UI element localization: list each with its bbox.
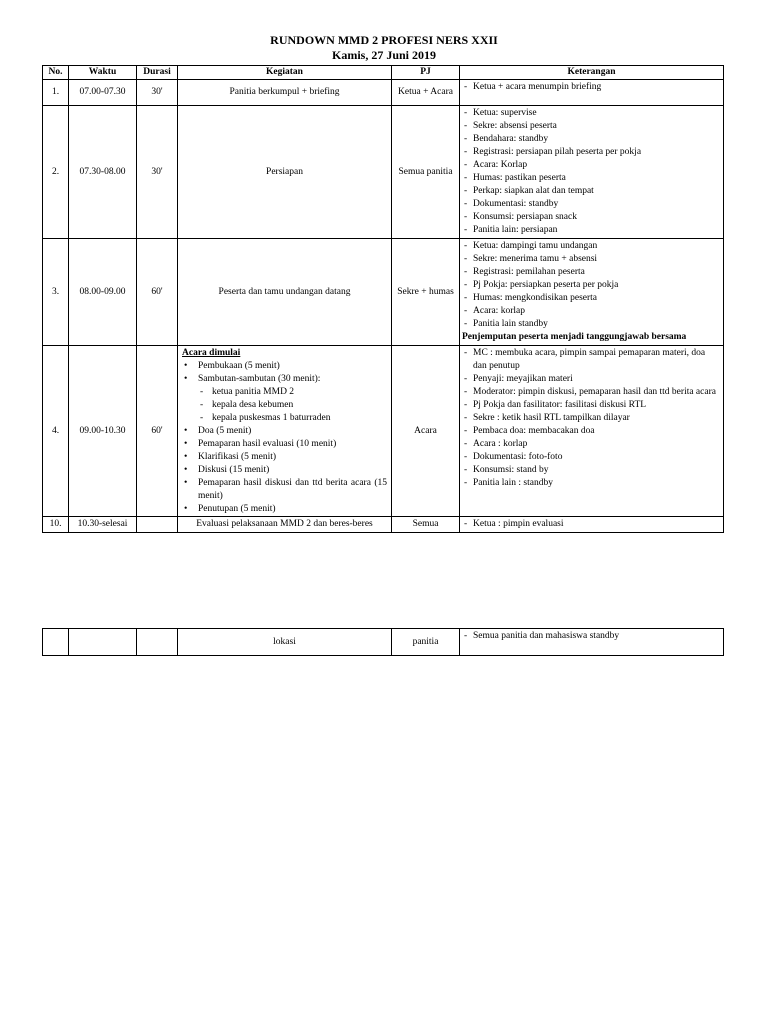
keterangan-list (462, 630, 720, 643)
list-item: • Pemaparan hasil evaluasi (10 menit) (180, 438, 387, 451)
continuation-table (42, 628, 724, 656)
cell-no: 3. (43, 239, 69, 346)
keterangan-list (462, 347, 720, 490)
cell-no: 1. (43, 80, 69, 106)
cell-pj: Semua (392, 517, 460, 533)
responsibility-note: Penjemputan peserta menjadi tanggungjawab bersama (462, 332, 687, 342)
table-header-row (43, 66, 724, 80)
cell-pj: panitia (392, 629, 460, 656)
list-item: - Panitia lain: persiapan (462, 224, 720, 237)
list-item: - Konsumsi: stand by (462, 464, 720, 477)
list-item: - Sekre : ketik hasil RTL tampilkan dilayar (462, 412, 720, 425)
list-item: - Bendahara: standby (462, 133, 720, 146)
cell-no: 4. (43, 346, 69, 517)
document-date: Kamis, 27 Juni 2019 (331, 48, 436, 62)
list-item: - Ketua: dampingi tamu undangan (462, 240, 720, 253)
table-row (43, 346, 724, 517)
list-item: - Perkap: siapkan alat dan tempat (462, 185, 720, 198)
table-row (43, 517, 724, 533)
cell-pj: Acara (392, 346, 460, 517)
list-item: • Doa (5 menit) (180, 425, 387, 438)
list-item: - Moderator: pimpin diskusi, pemaparan hasil dan ttd berita acara (462, 386, 720, 399)
cell-no: 2. (43, 106, 69, 239)
table-row (43, 80, 724, 106)
cell-keterangan (460, 80, 724, 106)
list-item: - Ketua + acara menumpin briefing (462, 81, 720, 94)
cell-durasi (137, 629, 178, 656)
keterangan-list (462, 240, 720, 331)
list-item: - Registrasi: pemilahan peserta (462, 266, 720, 279)
cell-keterangan (460, 346, 724, 517)
cell-pj: Sekre + humas (392, 239, 460, 346)
cell-keterangan (460, 239, 724, 346)
header-durasi: Durasi (137, 66, 178, 80)
list-item: • Klarifikasi (5 menit) (180, 451, 387, 464)
cell-waktu: 07.30-08.00 (69, 106, 137, 239)
header-pj: PJ (392, 66, 460, 80)
cell-no: 10. (43, 517, 69, 533)
table-row (43, 239, 724, 346)
kegiatan-list (180, 360, 387, 516)
list-item: • Pembukaan (5 menit) (180, 360, 387, 373)
header-keterangan: Keterangan (460, 66, 724, 80)
list-item: - Humas: mengkondisikan peserta (462, 292, 720, 305)
document-title: RUNDOWN MMD 2 PROFESI NERS XXII (270, 33, 498, 47)
list-item: - Dokumentasi: foto-foto (462, 451, 720, 464)
cell-pj: Ketua + Acara (392, 80, 460, 106)
cell-kegiatan: lokasi (178, 629, 392, 656)
list-item: - Ketua: supervise (462, 107, 720, 120)
list-item: • Pemaparan hasil diskusi dan ttd berita acara (15 menit) (180, 477, 387, 503)
header-kegiatan: Kegiatan (178, 66, 392, 80)
cell-kegiatan: Peserta dan tamu undangan datang (178, 239, 392, 346)
list-item: - Semua panitia dan mahasiswa standby (462, 630, 720, 643)
cell-kegiatan: Evaluasi pelaksanaan MMD 2 dan beres-beres (178, 517, 392, 533)
cell-kegiatan: Panitia berkumpul + briefing (178, 80, 392, 106)
list-item: - Sekre: menerima tamu + absensi (462, 253, 720, 266)
list-item: - Acara : korlap (462, 438, 720, 451)
list-item: - Panitia lain : standby (462, 477, 720, 490)
keterangan-list (462, 107, 720, 237)
list-item: - Pj Pokja dan fasilitator: fasilitasi diskusi RTL (462, 399, 720, 412)
cell-keterangan (460, 629, 724, 656)
list-item: - Registrasi: persiapan pilah peserta per pokja (462, 146, 720, 159)
cell-no (43, 629, 69, 656)
sub-list-item: - kepala puskesmas 1 baturraden (180, 412, 387, 425)
cell-kegiatan: Persiapan (178, 106, 392, 239)
sub-list-item: - ketua panitia MMD 2 (180, 386, 387, 399)
header-waktu: Waktu (69, 66, 137, 80)
list-item: - Panitia lain standby (462, 318, 720, 331)
table-row (43, 629, 724, 656)
keterangan-list (462, 81, 720, 94)
cell-waktu: 08.00-09.00 (69, 239, 137, 346)
list-item: - Acara: korlap (462, 305, 720, 318)
list-item: - Ketua : pimpin evaluasi (462, 518, 720, 531)
cell-keterangan (460, 106, 724, 239)
cell-waktu (69, 629, 137, 656)
sub-list-item: - kepala desa kebumen (180, 399, 387, 412)
list-item: - Humas: pastikan peserta (462, 172, 720, 185)
cell-durasi: 30' (137, 106, 178, 239)
list-item: - Penyaji: meyajikan materi (462, 373, 720, 386)
rundown-table (42, 65, 724, 533)
list-item: • Sambutan-sambutan (30 menit): (180, 373, 387, 386)
keterangan-list (462, 518, 720, 531)
cell-durasi: 30' (137, 80, 178, 106)
list-item: - MC : membuka acara, pimpin sampai pemaparan materi, doa dan penutup (462, 347, 720, 373)
table-row (43, 106, 724, 239)
list-item: • Penutupan (5 menit) (180, 503, 387, 516)
list-item: - Dokumentasi: standby (462, 198, 720, 211)
list-item: - Acara: Korlap (462, 159, 720, 172)
cell-kegiatan (178, 346, 392, 517)
list-item: - Pj Pokja: persiapkan peserta per pokja (462, 279, 720, 292)
cell-waktu: 10.30-selesai (69, 517, 137, 533)
cell-durasi: 60' (137, 346, 178, 517)
cell-keterangan (460, 517, 724, 533)
cell-durasi (137, 517, 178, 533)
cell-pj: Semua panitia (392, 106, 460, 239)
list-item: • Diskusi (15 menit) (180, 464, 387, 477)
list-item: - Pembaca doa: membacakan doa (462, 425, 720, 438)
cell-durasi: 60' (137, 239, 178, 346)
cell-waktu: 07.00-07.30 (69, 80, 137, 106)
kegiatan-heading: Acara dimulai (182, 348, 241, 358)
list-item: - Konsumsi: persiapan snack (462, 211, 720, 224)
cell-waktu: 09.00-10.30 (69, 346, 137, 517)
header-no: No. (43, 66, 69, 80)
list-item: - Sekre: absensi peserta (462, 120, 720, 133)
